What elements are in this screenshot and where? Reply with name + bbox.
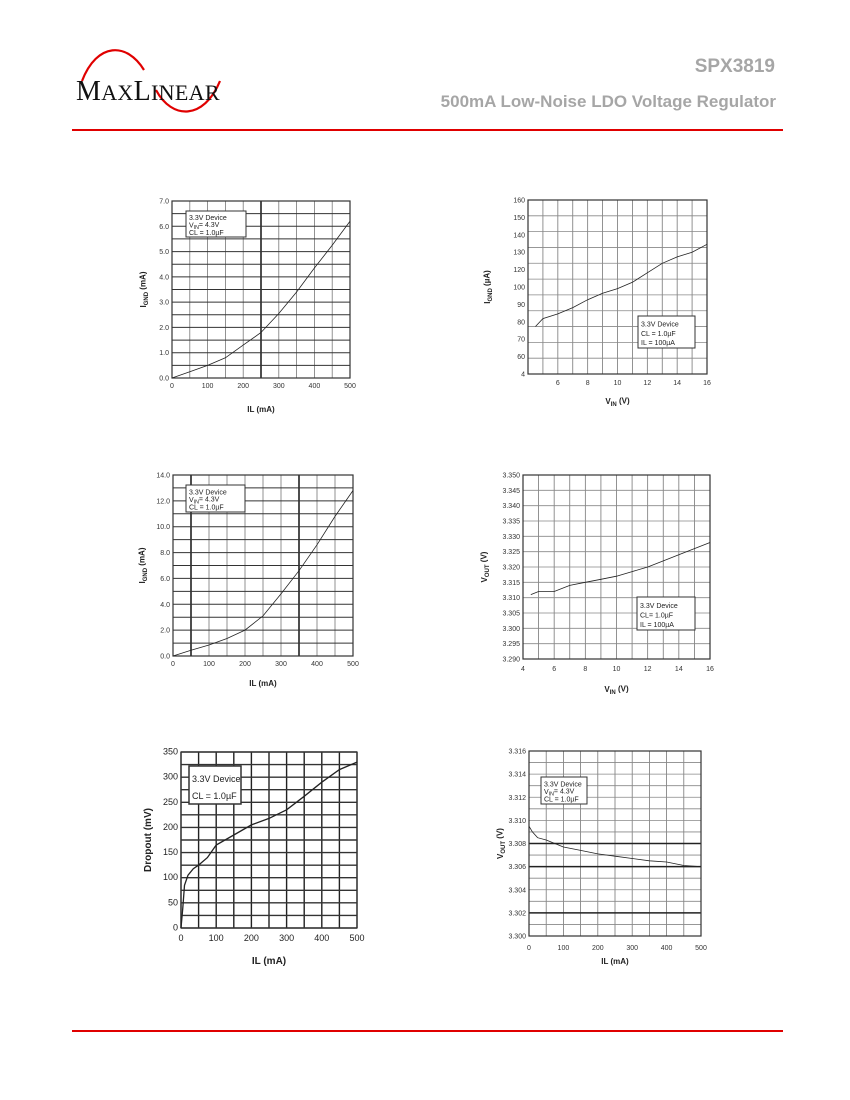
svg-text:160: 160 bbox=[513, 197, 525, 205]
svg-text:CL = 1.0µF: CL = 1.0µF bbox=[641, 330, 676, 338]
svg-text:3.302: 3.302 bbox=[508, 910, 526, 918]
svg-text:400: 400 bbox=[311, 661, 323, 668]
svg-text:3.316: 3.316 bbox=[508, 748, 526, 756]
chart-ignd-vs-vin bbox=[482, 197, 711, 408]
data-series-line bbox=[531, 543, 710, 595]
svg-text:80: 80 bbox=[517, 319, 525, 327]
svg-text:0: 0 bbox=[178, 933, 184, 943]
svg-text:0: 0 bbox=[171, 661, 175, 668]
svg-text:4.0: 4.0 bbox=[160, 601, 170, 609]
svg-text:2.0: 2.0 bbox=[159, 324, 169, 332]
chart-vout-vs-il bbox=[495, 748, 707, 966]
logo-wordmark: MAXLINEAR bbox=[76, 76, 220, 107]
svg-text:3.290: 3.290 bbox=[502, 656, 520, 664]
svg-text:VIN (V): $V_{IN}$ (V) bbox=[604, 684, 629, 696]
svg-text:VIN= 4.3V: $V_{IN}= 4.3V$ bbox=[189, 496, 220, 506]
svg-text:60: 60 bbox=[517, 354, 525, 362]
svg-text:200: 200 bbox=[243, 933, 259, 943]
svg-text:6.0: 6.0 bbox=[160, 575, 170, 583]
svg-text:90: 90 bbox=[517, 301, 525, 309]
svg-text:VOUT (V): $V_{OUT}$ (V) bbox=[479, 551, 491, 583]
svg-text:3.350: 3.350 bbox=[502, 472, 520, 480]
svg-text:8: 8 bbox=[583, 666, 588, 673]
svg-text:6.0: 6.0 bbox=[159, 223, 169, 231]
svg-text:5.0: 5.0 bbox=[159, 249, 169, 257]
svg-text:3.300: 3.300 bbox=[502, 625, 520, 633]
svg-text:50: 50 bbox=[167, 897, 178, 908]
svg-text:3.295: 3.295 bbox=[502, 641, 520, 649]
svg-text:300: 300 bbox=[626, 945, 639, 952]
svg-text:70: 70 bbox=[517, 336, 525, 344]
svg-text:100: 100 bbox=[162, 872, 178, 883]
svg-text:0.0: 0.0 bbox=[159, 375, 169, 383]
svg-text:14.0: 14.0 bbox=[156, 472, 170, 480]
svg-text:IGND (mA): $I_{GND}$ (mA) bbox=[137, 547, 149, 584]
svg-text:1.0: 1.0 bbox=[159, 350, 169, 358]
svg-text:500: 500 bbox=[349, 933, 365, 943]
svg-text:8.0: 8.0 bbox=[160, 550, 170, 558]
chart-ignd-vs-il-1 bbox=[138, 198, 356, 414]
svg-text:3.315: 3.315 bbox=[502, 579, 520, 587]
svg-text:IL (mA): IL (mA) bbox=[251, 956, 287, 967]
svg-text:130: 130 bbox=[513, 249, 525, 257]
svg-text:150: 150 bbox=[162, 847, 178, 858]
svg-text:0: 0 bbox=[170, 383, 174, 390]
svg-text:350: 350 bbox=[162, 746, 178, 757]
chart-ignd-vs-il-2 bbox=[137, 472, 359, 688]
svg-text:CL = 1.0µF: CL = 1.0µF bbox=[189, 504, 224, 512]
svg-text:6: 6 bbox=[552, 666, 557, 673]
svg-text:250: 250 bbox=[162, 796, 178, 807]
svg-text:400: 400 bbox=[314, 933, 330, 943]
svg-text:IL (mA): IL (mA) bbox=[601, 957, 629, 966]
svg-text:3.3V Device: 3.3V Device bbox=[192, 773, 241, 784]
data-series-line bbox=[536, 244, 708, 326]
svg-text:IGND (mA): $I_{GND}$ (mA) bbox=[138, 271, 150, 308]
document-subtitle: 500mA Low-Noise LDO Voltage Regulator bbox=[440, 92, 776, 111]
svg-text:0.0: 0.0 bbox=[160, 653, 170, 661]
svg-text:IL = 100µA: IL = 100µA bbox=[640, 622, 674, 630]
svg-text:3.330: 3.330 bbox=[502, 533, 520, 541]
svg-text:IGND (µA): $I_{GND}$ (µA) bbox=[482, 270, 494, 304]
svg-text:500: 500 bbox=[695, 945, 707, 952]
svg-text:150: 150 bbox=[513, 214, 525, 222]
chart-svg bbox=[143, 746, 365, 967]
svg-text:100: 100 bbox=[513, 284, 525, 292]
chart-svg bbox=[495, 748, 707, 966]
svg-text:VIN= 4.3V: $V_{IN}= 4.3V$ bbox=[189, 221, 220, 232]
footer-divider bbox=[72, 1030, 783, 1032]
svg-text:VIN (V): $V_{IN}$ (V) bbox=[605, 396, 630, 408]
chart-dropout-vs-il bbox=[143, 746, 365, 967]
svg-text:200: 200 bbox=[237, 383, 250, 390]
svg-text:2.0: 2.0 bbox=[160, 627, 170, 635]
svg-text:16: 16 bbox=[703, 380, 711, 387]
svg-text:10: 10 bbox=[612, 666, 621, 673]
svg-text:10.0: 10.0 bbox=[156, 524, 170, 532]
svg-text:120: 120 bbox=[513, 267, 525, 275]
svg-text:100: 100 bbox=[201, 383, 214, 390]
svg-text:3.320: 3.320 bbox=[502, 564, 520, 572]
svg-text:300: 300 bbox=[162, 771, 178, 782]
chart-svg bbox=[479, 472, 714, 696]
svg-text:100: 100 bbox=[557, 945, 570, 952]
chart-svg bbox=[138, 198, 356, 414]
svg-text:VIN= 4.3V: $V_{IN}= 4.3V$ bbox=[544, 788, 575, 798]
svg-text:0: 0 bbox=[172, 922, 178, 933]
svg-text:IL = 100µA: IL = 100µA bbox=[641, 340, 675, 348]
svg-text:CL= 1.0µF: CL= 1.0µF bbox=[640, 612, 674, 620]
part-number: SPX3819 bbox=[694, 56, 775, 77]
svg-text:400: 400 bbox=[308, 383, 321, 390]
svg-text:10: 10 bbox=[613, 380, 622, 387]
svg-text:100: 100 bbox=[208, 933, 224, 943]
chart-vout-vs-vin bbox=[479, 472, 714, 696]
svg-text:200: 200 bbox=[162, 821, 178, 832]
svg-text:140: 140 bbox=[513, 232, 525, 240]
svg-text:3.335: 3.335 bbox=[502, 518, 520, 526]
svg-text:IL (mA): IL (mA) bbox=[247, 405, 275, 414]
svg-text:500: 500 bbox=[344, 383, 356, 390]
svg-text:300: 300 bbox=[272, 383, 285, 390]
maxlinear-logo bbox=[72, 48, 227, 118]
svg-text:3.306: 3.306 bbox=[508, 864, 526, 872]
svg-text:12: 12 bbox=[643, 666, 652, 673]
svg-text:3.3V Device: 3.3V Device bbox=[189, 489, 227, 497]
svg-text:CL = 1.0µF: CL = 1.0µF bbox=[544, 796, 579, 804]
svg-text:3.0: 3.0 bbox=[159, 299, 169, 307]
svg-text:3.312: 3.312 bbox=[508, 794, 526, 802]
svg-text:CL = 1.0µF: CL = 1.0µF bbox=[192, 790, 237, 801]
svg-text:VOUT (V): $V_{OUT}$ (V) bbox=[495, 828, 507, 859]
svg-text:4: 4 bbox=[521, 666, 525, 673]
svg-text:12: 12 bbox=[643, 380, 652, 387]
svg-text:3.310: 3.310 bbox=[508, 817, 526, 825]
svg-text:3.304: 3.304 bbox=[508, 887, 526, 895]
svg-text:8: 8 bbox=[585, 380, 590, 387]
svg-text:12.0: 12.0 bbox=[156, 498, 170, 506]
svg-text:3.314: 3.314 bbox=[508, 771, 526, 779]
svg-text:4: 4 bbox=[521, 371, 525, 379]
svg-text:16: 16 bbox=[706, 666, 714, 673]
svg-text:Dropout (mV): Dropout (mV) bbox=[143, 808, 154, 872]
svg-text:7.0: 7.0 bbox=[159, 198, 169, 206]
svg-text:0: 0 bbox=[527, 945, 531, 952]
chart-svg bbox=[482, 197, 711, 408]
svg-text:200: 200 bbox=[239, 661, 251, 668]
svg-text:CL = 1.0µF: CL = 1.0µF bbox=[189, 229, 224, 237]
svg-text:3.325: 3.325 bbox=[502, 549, 520, 557]
svg-text:14: 14 bbox=[674, 666, 683, 673]
svg-text:6: 6 bbox=[555, 380, 560, 387]
svg-text:200: 200 bbox=[591, 945, 604, 952]
svg-text:3.310: 3.310 bbox=[502, 595, 520, 603]
svg-text:3.3V Device: 3.3V Device bbox=[641, 321, 679, 329]
header-divider bbox=[72, 129, 783, 131]
svg-text:100: 100 bbox=[203, 661, 215, 668]
svg-text:3.3V Device: 3.3V Device bbox=[189, 215, 227, 223]
svg-text:3.305: 3.305 bbox=[502, 610, 520, 618]
svg-text:3.345: 3.345 bbox=[502, 487, 520, 495]
svg-text:IL (mA): IL (mA) bbox=[249, 679, 277, 688]
svg-text:3.308: 3.308 bbox=[508, 841, 526, 848]
svg-text:500: 500 bbox=[347, 661, 359, 668]
svg-text:3.340: 3.340 bbox=[502, 503, 520, 511]
svg-text:300: 300 bbox=[279, 933, 295, 943]
svg-text:3.3V Device: 3.3V Device bbox=[640, 602, 678, 610]
svg-text:400: 400 bbox=[660, 945, 673, 952]
svg-text:14: 14 bbox=[673, 380, 682, 387]
svg-text:3.300: 3.300 bbox=[508, 933, 526, 941]
grid bbox=[523, 475, 710, 659]
svg-text:3.3V Device: 3.3V Device bbox=[544, 781, 582, 789]
svg-text:300: 300 bbox=[275, 661, 287, 668]
chart-svg bbox=[137, 472, 359, 688]
svg-text:4.0: 4.0 bbox=[159, 274, 169, 282]
